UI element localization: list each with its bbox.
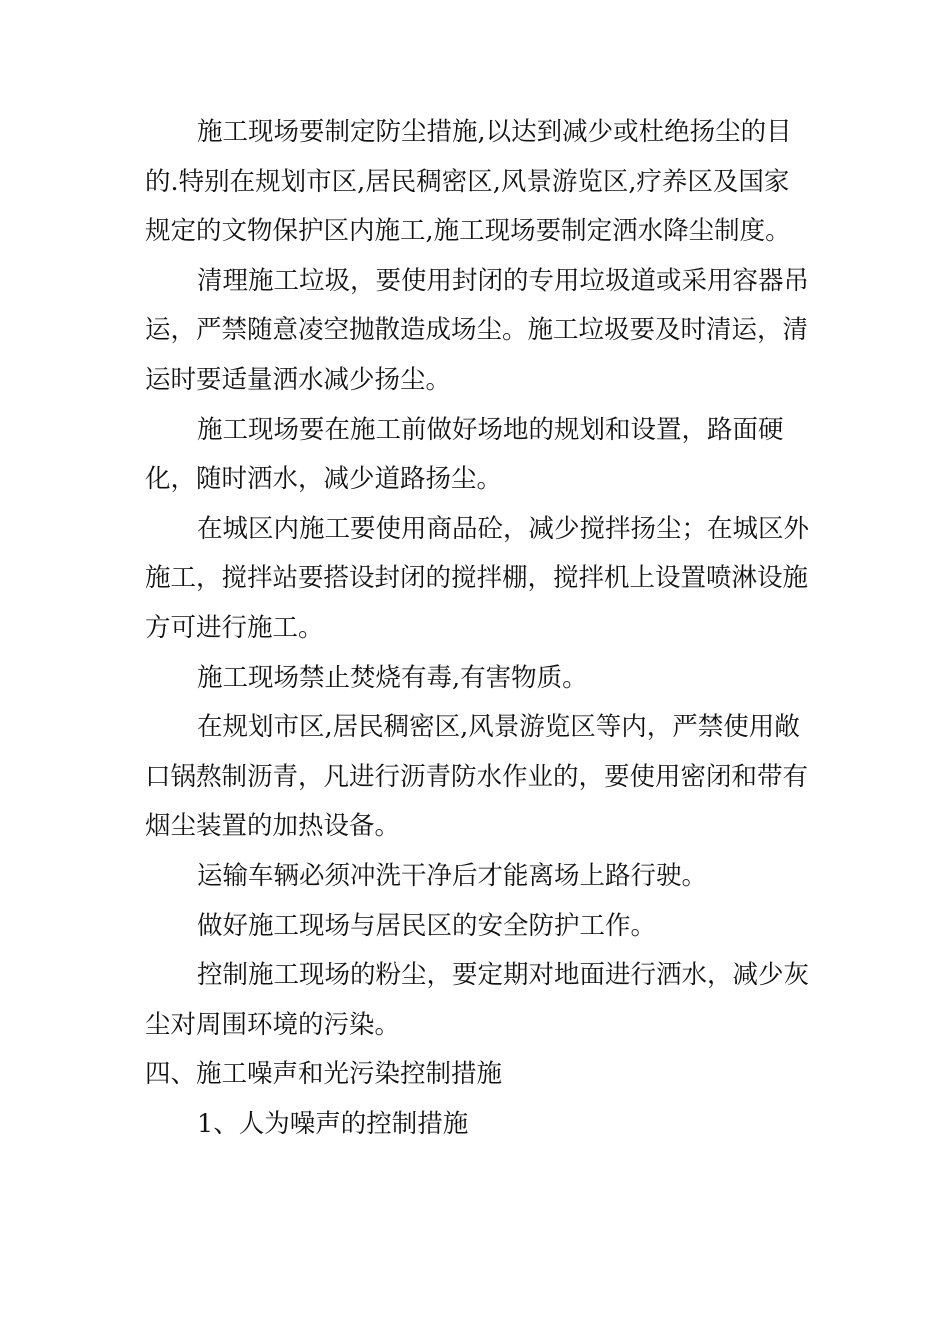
paragraph-concrete-mixing <box>145 505 810 654</box>
text-line: 做好施工现场与居民区的安全防护工作。 <box>197 910 657 941</box>
text-line: 运，严禁随意凌空抛散造成场尘。施工垃圾要及时清运，清 <box>145 315 809 346</box>
subsection-heading: 1、人为噪声的控制措施 <box>197 1108 469 1139</box>
paragraph-safety-protection <box>145 902 807 952</box>
text-line: 烟尘装置的加热设备。 <box>145 811 401 842</box>
text-line: 方可进行施工。 <box>145 612 324 643</box>
text-line: 清理施工垃圾，要使用封闭的专用垃圾道或采用容器吊 <box>197 265 810 296</box>
paragraph-site-planning <box>145 406 807 505</box>
text-line: 施工现场要在施工前做好场地的规划和设置，路面硬 <box>197 414 784 445</box>
text-line: 施工，搅拌站要搭设封闭的搅拌棚，搅拌机上设置喷淋设施 <box>145 563 809 594</box>
text-line: 化，随时洒水，减少道路扬尘。 <box>145 464 503 495</box>
paragraph-no-burning <box>145 654 807 704</box>
text-line: 运输车辆必须冲洗干净后才能离场上路行驶。 <box>197 860 708 891</box>
paragraph-asphalt <box>145 703 807 852</box>
text-line: 运时要适量洒水减少扬尘。 <box>145 364 452 395</box>
text-line: 在城区内施工要使用商品砼，减少搅拌扬尘；在城区外 <box>197 513 810 544</box>
text-line: 在规划市区,居民稠密区,风景游览区等内，严禁使用敞 <box>197 712 800 743</box>
section-heading: 四、施工噪声和光污染控制措施 <box>145 1059 503 1090</box>
paragraph-dust-control <box>145 951 810 1050</box>
paragraph-vehicle-washing <box>145 852 807 902</box>
document-page <box>145 108 810 1149</box>
text-line: 尘对周围环境的污染。 <box>145 1009 401 1040</box>
text-line: 施工现场禁止焚烧有毒,有害物质。 <box>197 662 588 693</box>
paragraph-dust-measures <box>145 108 807 257</box>
text-line: 施工现场要制定防尘措施,以达到减少或杜绝扬尘的目 <box>197 117 792 147</box>
text-line: 控制施工现场的粉尘，要定期对地面进行洒水，减少灰 <box>197 960 810 991</box>
paragraph-waste-clearing <box>145 257 810 406</box>
text-line: 口锅熬制沥青，凡进行沥青防水作业的，要使用密闭和带有 <box>145 761 809 792</box>
text-line: 规定的文物保护区内施工,施工现场要制定洒水降尘制度。 <box>145 216 791 247</box>
text-line: 的.特别在规划市区,居民稠密区,风景游览区,疗养区及国家 <box>145 166 790 197</box>
